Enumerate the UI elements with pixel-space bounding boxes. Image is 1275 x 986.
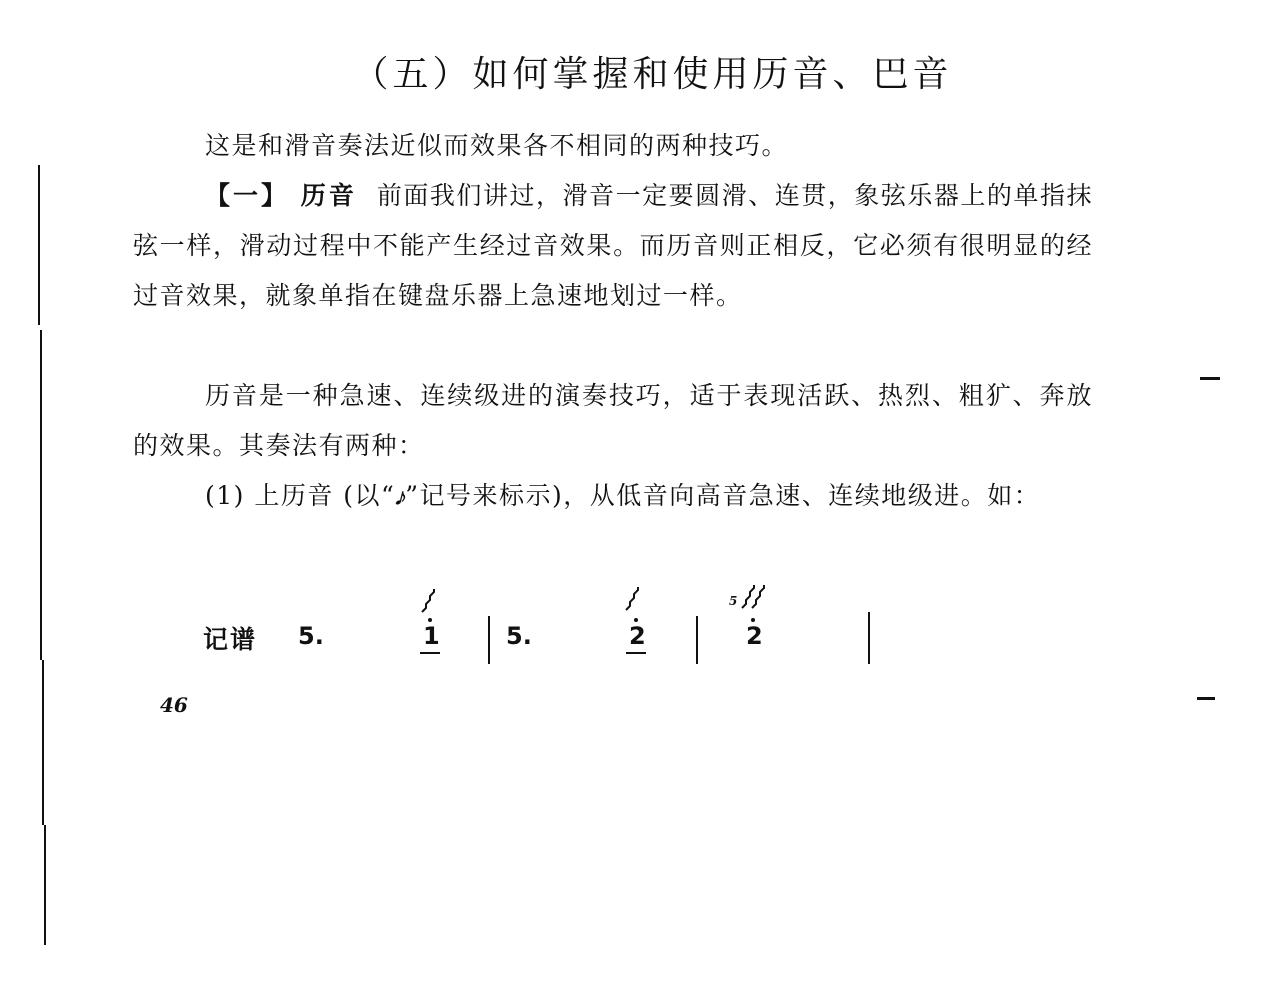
note-underline [626,652,646,654]
paragraph-2 [133,171,1093,321]
paragraph-2-text: 前面我们讲过，滑音一定要圆滑、连贯，象弦乐器上的单指抹弦一样，滑动过程中不能产生经过音效果。而历音则正相反，它必须有很明显的经过音效果，就象单指在键盘乐器上急速地划过一样。 [133,181,1093,310]
note-1-high: 1 [423,622,440,650]
staircase-icon [740,584,770,610]
note-2-high: 2 [746,622,763,650]
bar-line [488,616,490,664]
paragraph-4-text-a: (1) 上历音 (以“ [205,481,396,510]
high-octave-dot [428,618,432,622]
glissando-symbol-icon: 𝆕 [395,481,406,510]
bar-line [868,612,870,664]
scan-mark [1197,697,1215,700]
paragraph-3-text: 历音是一种急速、连续级进的演奏技巧，适于表现活跃、热烈、粗犷、奔放的效果。其奏法有两种： [133,381,1093,460]
scan-edge-line [44,825,46,945]
high-octave-dot [751,618,755,622]
music-notation [0,580,1275,670]
paragraph-4 [133,471,1093,521]
paragraph-1-text: 这是和滑音奏法近似而效果各不相同的两种技巧。 [205,131,789,160]
high-octave-dot [634,618,638,622]
paragraph-1 [133,121,1093,171]
page-number: 46 [160,693,188,717]
section-title: （五）如何掌握和使用历音、巴音 [352,54,953,96]
scan-edge-line [42,660,44,825]
section-heading: 【一】 历音 [205,181,357,210]
note-underline [420,652,440,654]
scan-edge-line [38,165,40,325]
staircase-icon [624,586,648,612]
scan-mark [1200,377,1220,380]
paragraph-4-text-b: ”记号来标示)，从低音向高音急速、连续地级进。如： [405,481,1041,510]
note-2-high: 2 [629,622,646,650]
staircase-icon [420,588,444,614]
paragraph-3 [133,371,1093,471]
note-5-dotted: 5. [298,622,324,650]
note-5-dotted: 5. [506,622,532,650]
notation-label: 记谱 [203,625,258,654]
bar-line [696,616,698,664]
grace-note: 5 [729,594,738,608]
